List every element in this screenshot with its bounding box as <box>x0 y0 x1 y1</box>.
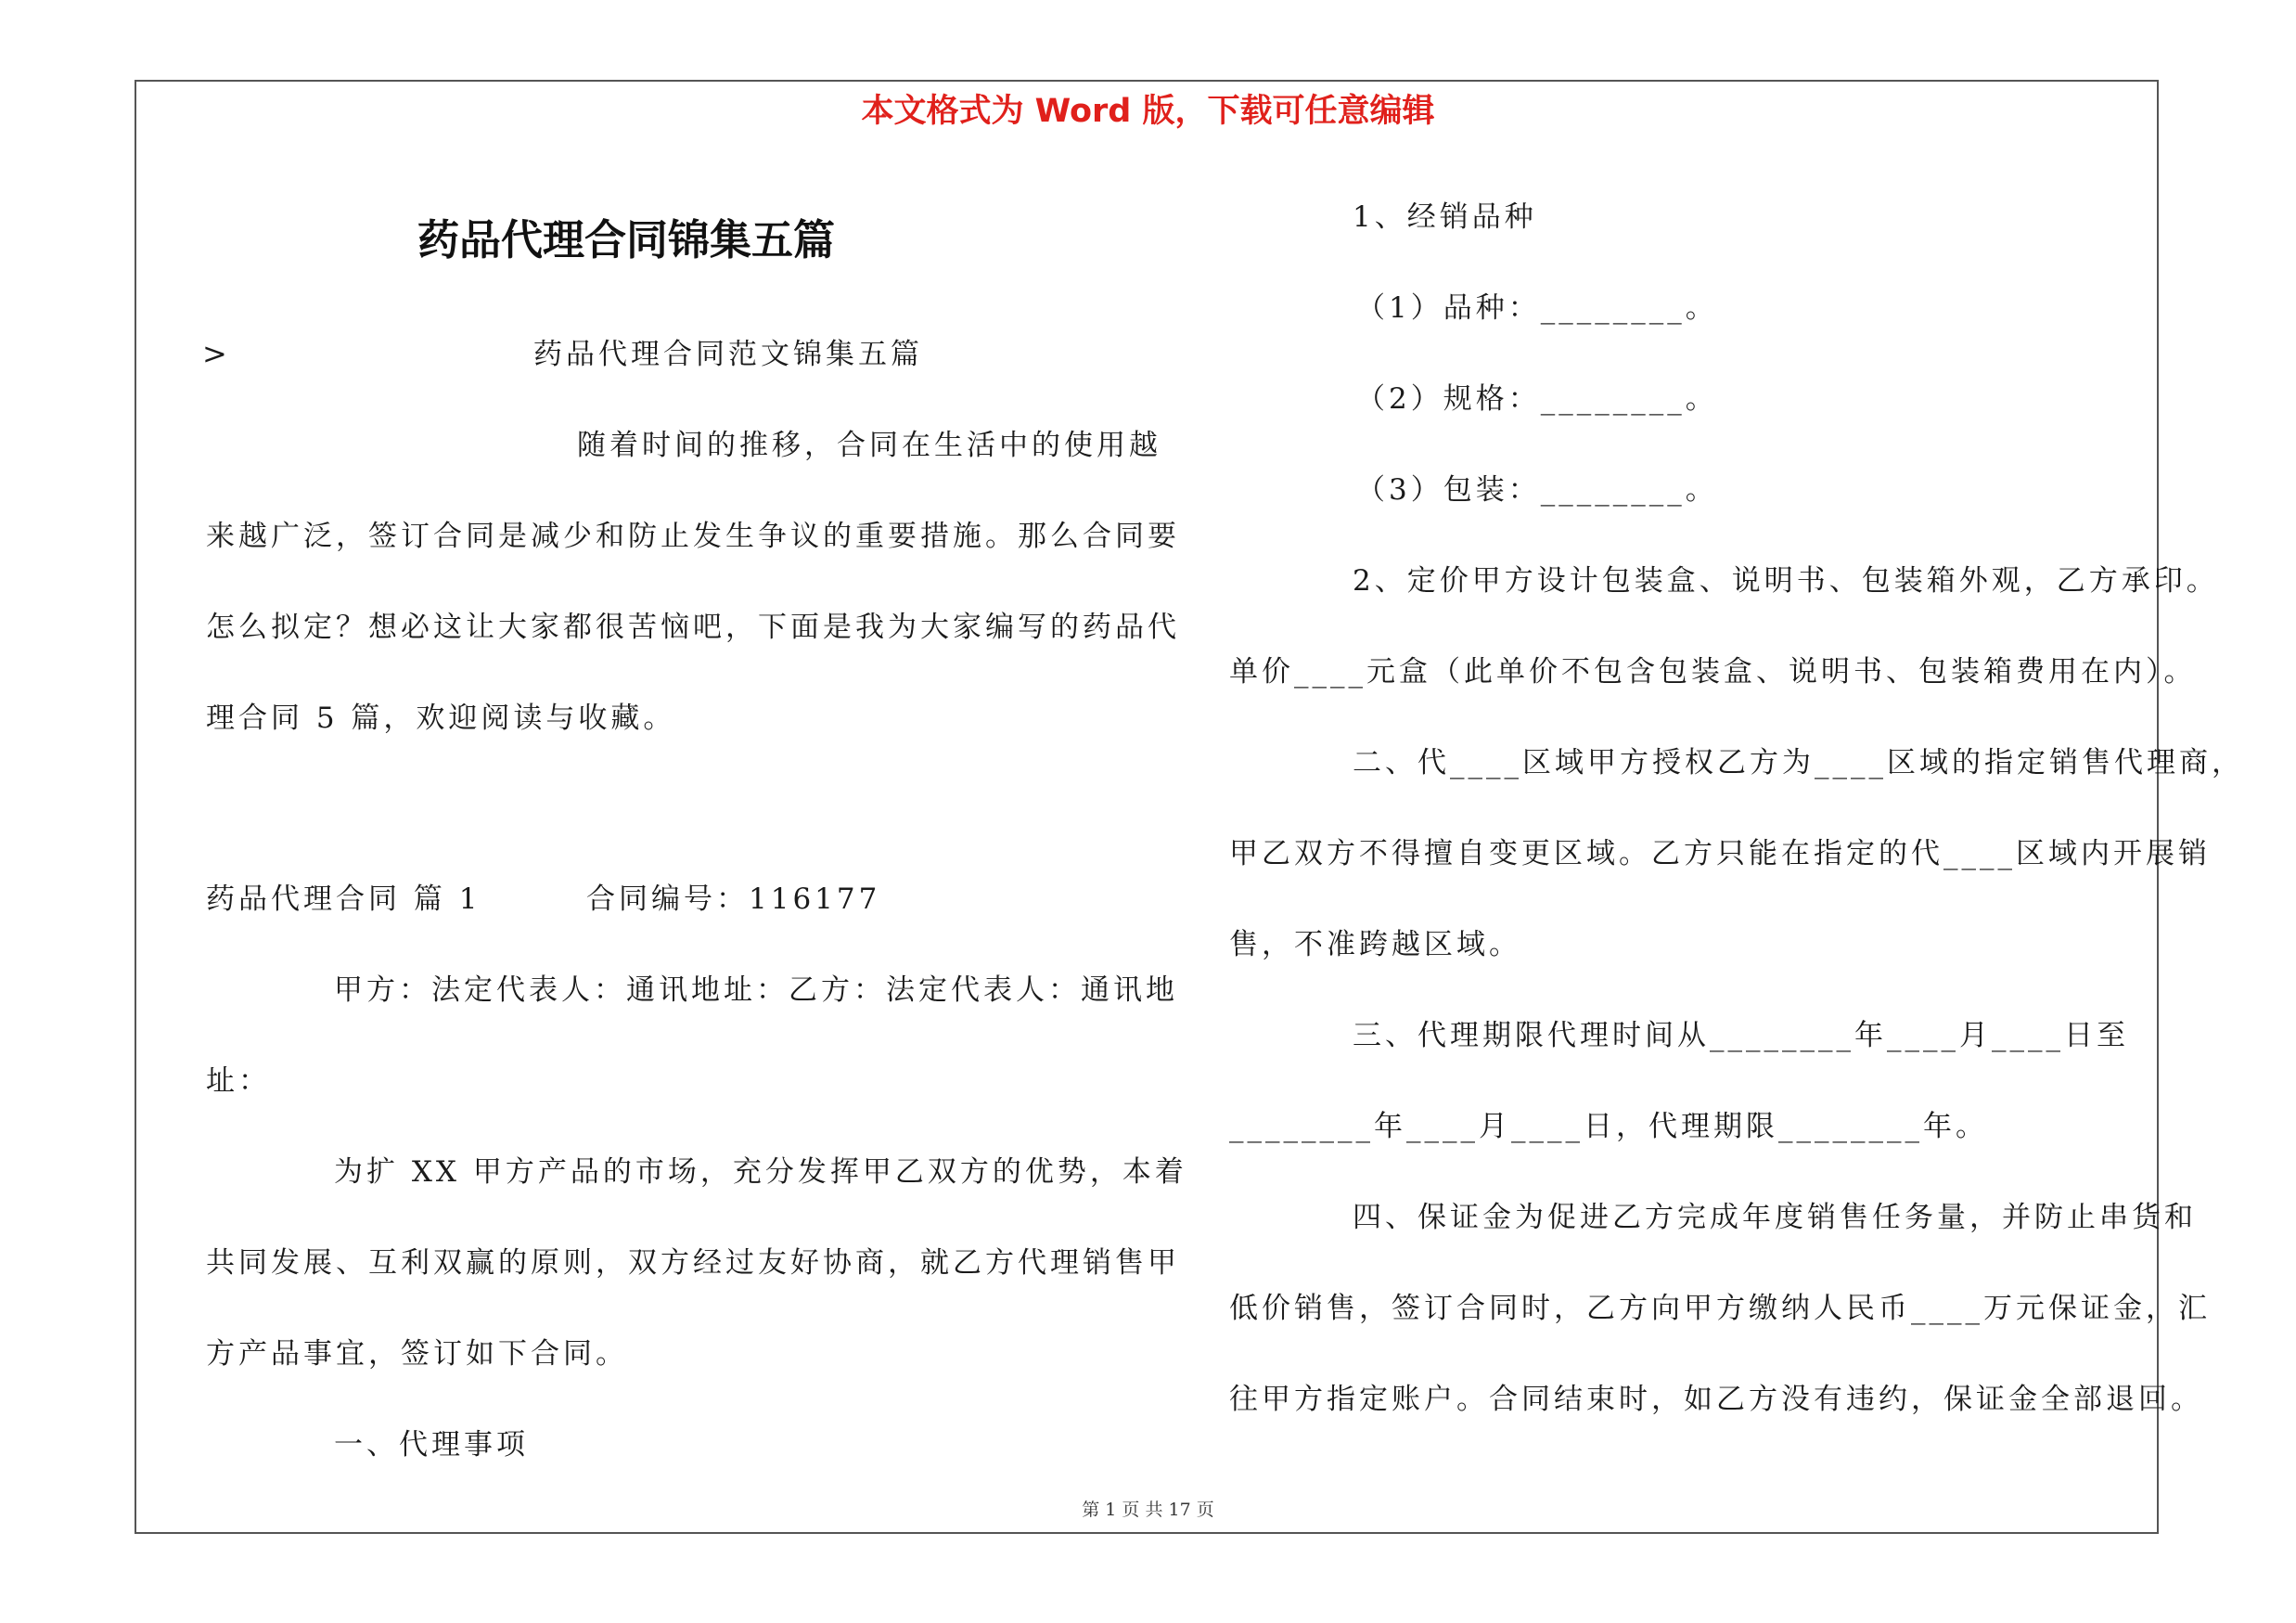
purpose-line-3: 方产品事宜，签订如下合同。 <box>206 1337 628 1371</box>
right-line-4: （3）包装：________。 <box>1356 473 1718 507</box>
right-line-5: 2、定价甲方设计包装盒、说明书、包装箱外观，乙方承印。 <box>1353 564 2219 598</box>
right-line-12: 四、保证金为促进乙方完成年度销售任务量，并防止串货和 <box>1353 1201 2197 1234</box>
section-heading-1: 一、代理事项 <box>334 1428 529 1462</box>
intro-line-4: 理合同 5 篇，欢迎阅读与收藏。 <box>206 702 676 735</box>
document-title: 药品代理合同锦集五篇 <box>417 215 836 264</box>
format-banner: 本文格式为 Word 版，下载可任意编辑 <box>861 93 1435 130</box>
right-line-1: 1、经销品种 <box>1353 200 1537 234</box>
subtitle: 药品代理合同范文锦集五篇 <box>533 338 923 371</box>
intro-line-3: 怎么拟定？想必这让大家都很苦恼吧，下面是我为大家编写的药品代 <box>206 611 1180 644</box>
intro-line-2: 来越广泛，签订合同是减少和防止发生争议的重要措施。那么合同要 <box>206 520 1180 553</box>
right-line-6: 单价____元盒（此单价不包含包装盒、说明书、包装箱费用在内）。 <box>1229 655 2197 689</box>
right-line-11: ________年____月____日，代理期限________年。 <box>1229 1110 1988 1143</box>
right-line-8: 甲乙双方不得擅自变更区域。乙方只能在指定的代____区域内开展销 <box>1229 837 2211 870</box>
right-line-13: 低价销售，签订合同时，乙方向甲方缴纳人民币____万元保证金，汇 <box>1229 1292 2211 1325</box>
purpose-line-2: 共同发展、互利双赢的原则，双方经过友好协商，就乙方代理销售甲 <box>206 1246 1180 1280</box>
right-line-2: （1）品种：________。 <box>1356 291 1718 325</box>
right-line-3: （2）规格：________。 <box>1356 382 1718 416</box>
parties-line-2: 址： <box>206 1064 271 1098</box>
intro-line-1: 随着时间的推移，合同在生活中的使用越 <box>577 429 1161 462</box>
contract-number: 合同编号：116177 <box>586 882 881 916</box>
page-footer: 第 1 页 共 17 页 <box>1082 1500 1214 1520</box>
right-line-9: 售，不准跨越区域。 <box>1229 928 1521 961</box>
right-line-7: 二、代____区域甲方授权乙方为____区域的指定销售代理商， <box>1353 746 2244 779</box>
purpose-line-1: 为扩 XX 甲方产品的市场，充分发挥甲乙双方的优势，本着 <box>334 1155 1187 1189</box>
parties-line-1: 甲方：法定代表人：通讯地址：乙方：法定代表人：通讯地 <box>334 973 1178 1007</box>
contract-heading: 药品代理合同 篇 1 <box>206 882 481 916</box>
right-line-10: 三、代理期限代理时间从________年____月____日至 <box>1353 1019 2129 1052</box>
chevron-right-icon: > <box>202 336 227 371</box>
right-line-14: 往甲方指定账户。合同结束时，如乙方没有违约，保证金全部退回。 <box>1229 1383 2203 1416</box>
